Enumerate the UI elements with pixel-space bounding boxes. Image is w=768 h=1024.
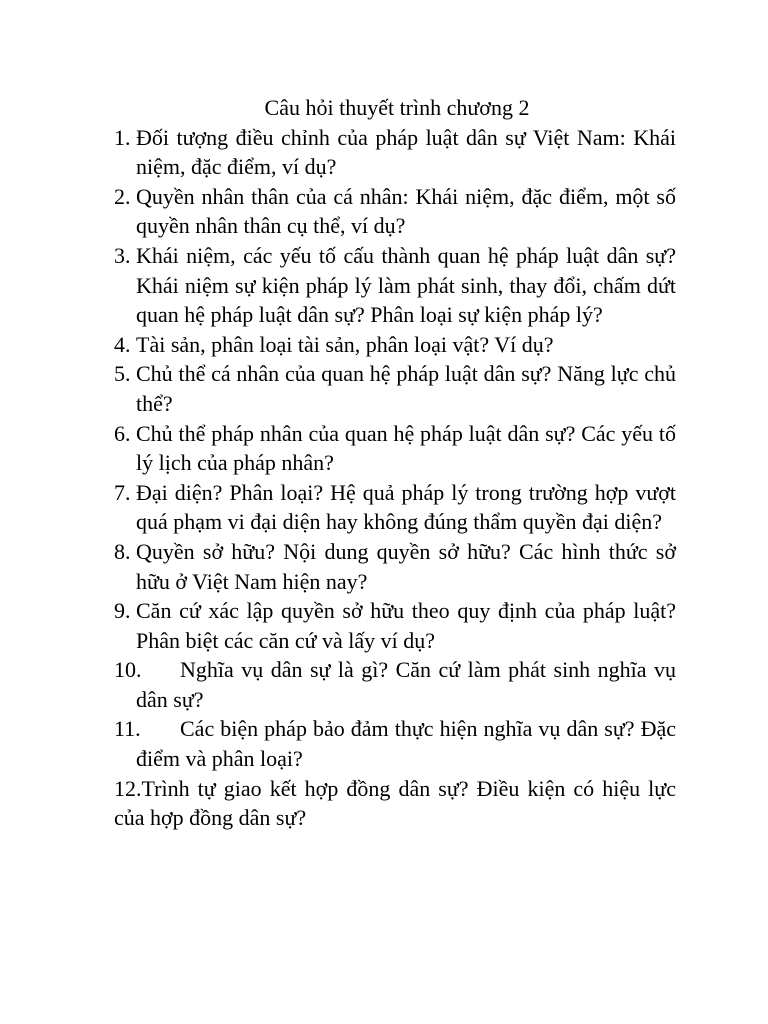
list-item <box>114 241 676 330</box>
list-item <box>114 123 676 182</box>
item-text: Quyền sở hữu? Nội dung quyền sở hữu? Các hình thức sở hữu ở Việt Nam hiện nay? <box>136 538 676 594</box>
item-number: 3. <box>114 242 131 268</box>
list-item <box>114 182 676 241</box>
item-number: 7. <box>114 479 131 505</box>
list-item <box>114 478 676 537</box>
item-text: Các biện pháp bảo đảm thực hiện nghĩa vụ dân sự? Đặc điểm và phân loại? <box>136 716 676 772</box>
item-number: 9. <box>114 598 131 624</box>
list-item <box>114 714 676 773</box>
document-page <box>114 93 676 833</box>
list-item <box>114 596 676 655</box>
list-item <box>114 655 676 714</box>
item-number: 10. <box>114 657 142 683</box>
list-item <box>114 419 676 478</box>
item-text: Tài sản, phân loại tài sản, phân loại vật? Ví dụ? <box>136 331 554 357</box>
list-item <box>114 774 676 833</box>
item-text: Quyền nhân thân của cá nhân: Khái niệm, đặc điểm, một số quyền nhân thân cụ thể, ví dụ? <box>136 183 676 239</box>
item-number: 2. <box>114 183 131 209</box>
item-text: Đối tượng điều chỉnh của pháp luật dân sự Việt Nam: Khái niệm, đặc điểm, ví dụ? <box>136 124 676 180</box>
item-text: Chủ thể pháp nhân của quan hệ pháp luật dân sự? Các yếu tố lý lịch của pháp nhân? <box>136 420 676 476</box>
list-item <box>114 537 676 596</box>
item-number: 11. <box>114 716 141 742</box>
item-text: Đại diện? Phân loại? Hệ quả pháp lý trong trường hợp vượt quá phạm vi đại diện hay không đúng thẩm quyền đại diện? <box>136 479 676 535</box>
item-text: Chủ thể cá nhân của quan hệ pháp luật dân sự? Năng lực chủ thể? <box>136 361 676 416</box>
item-number: 5. <box>114 361 131 387</box>
page-title: Câu hỏi thuyết trình chương 2 <box>264 95 530 120</box>
item-text: Trình tự giao kết hợp đồng dân sự? Điều kiện có hiệu lực của hợp đồng dân sự? <box>114 775 676 831</box>
list-item <box>114 330 676 360</box>
list-item <box>114 359 676 418</box>
item-text: Căn cứ xác lập quyền sở hữu theo quy định của pháp luật? Phân biệt các căn cứ và lấy ví dụ? <box>136 598 676 653</box>
item-text: Khái niệm, các yếu tố cấu thành quan hệ pháp luật dân sự? Khái niệm sự kiện pháp lý làm phát sinh, thay đổi, chấm dứt quan hệ pháp luật dân sự? Phân loại sự kiện pháp lý? <box>136 242 676 328</box>
item-number: 1. <box>114 124 131 150</box>
item-number: 4. <box>114 331 131 357</box>
item-number: 6. <box>114 420 131 446</box>
item-number: 12. <box>114 775 142 801</box>
item-text: Nghĩa vụ dân sự là gì? Căn cứ làm phát sinh nghĩa vụ dân sự? <box>136 657 676 712</box>
question-list <box>114 123 676 833</box>
item-number: 8. <box>114 538 131 564</box>
